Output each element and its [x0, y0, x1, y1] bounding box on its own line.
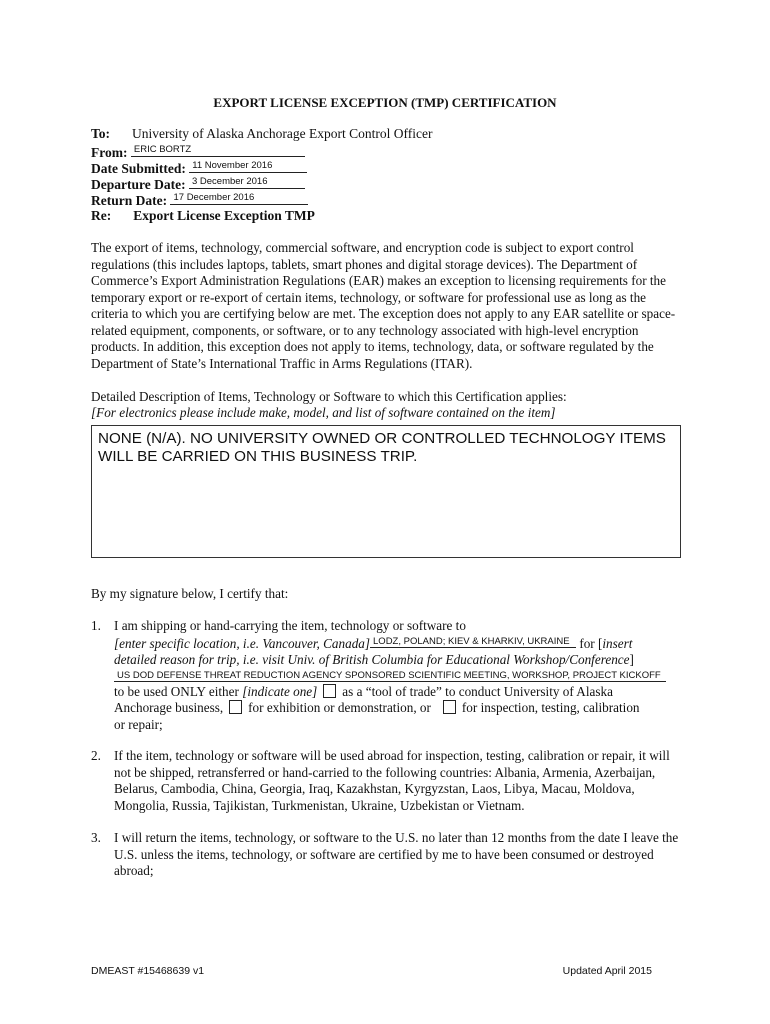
return-date-label: Return Date:	[91, 193, 168, 208]
footer-updated: Updated April 2015	[562, 965, 652, 977]
location-value: LODZ, POLAND; KIEV & KHARKIV, UKRAINE	[373, 635, 570, 647]
footer-doc-id: DMEAST #15468639 v1	[91, 965, 205, 977]
to-label: To:	[91, 126, 111, 141]
description-value: NONE (N/A). NO UNIVERSITY OWNED OR CONTROLLED TECHNOLOGY ITEMS WILL BE CARRIED ON THIS BUSINESS TRIP.	[98, 430, 666, 465]
document-title: EXPORT LICENSE EXCEPTION (TMP) CERTIFICATION	[213, 95, 557, 110]
return-date-value: 17 December 2016	[173, 192, 255, 203]
reason-value: US DOD DEFENSE THREAT REDUCTION AGENCY SPONSORED SCIENTIFIC MEETING, WORKSHOP, PROJECT KICKOFF	[117, 669, 661, 681]
return-date-row	[91, 191, 308, 209]
tool-of-trade-text: as a “tool of trade” to conduct University of Alaska	[342, 683, 613, 699]
reason-close: ]	[629, 652, 634, 667]
from-label: From:	[91, 145, 128, 160]
tool-of-trade-checkbox[interactable]	[323, 684, 336, 698]
indicate-one-text: [indicate one]	[242, 683, 318, 699]
item-number: 2.	[91, 748, 101, 763]
exhibition-text: for exhibition or demonstration, or	[248, 700, 431, 715]
item-2-text: If the item, technology or software will be used abroad for inspection, testing, calibration or repair, it will not be shipped, retransferred or hand-carried to the following countries: Albania, Armenia, Azerbaijan, Belarus, Cambodia, China, Georgia, Iraq, Kazakhstan, Kyrgyzstan, Laos, Libya, Macau, Moldova, Mongolia, Russia, Tajikistan, Turkmenistan, Ukraine, Uzbekistan or Vietnam.	[114, 748, 670, 813]
certification-item-1	[91, 618, 686, 738]
intro-paragraph: The export of items, technology, commercial software, and encryption code is subject to export control regulations (this includes laptops, tablets, smart phones and digital storage devices). The Department of Commerce’s Export Administration Regulations (EAR) makes an exception to licensing requirements for the temporary export or re-export of certain items, technology, or software for professional use as long as the criteria to which you are certifying below are met. The exception does not apply to any EAR satellite or space-related equipment, components, or software, or to any technology associated with high-level encryption products. In addition, this exception does not apply to items, technology, data, or software regulated by the Department of State’s International Traffic in Arms Regulations (ITAR).	[91, 240, 676, 371]
from-field[interactable]	[131, 143, 305, 157]
location-prompt: [enter specific location, i.e. Vancouver, Canada]	[114, 635, 371, 651]
date-submitted-label: Date Submitted:	[91, 161, 186, 176]
date-submitted-value: 11 November 2016	[192, 160, 273, 171]
item-1-line1: I am shipping or hand-carrying the item, technology or software to	[114, 618, 466, 633]
description-heading: Detailed Description of Items, Technology or Software to which this Certification applies:	[91, 389, 567, 404]
location-field[interactable]	[370, 635, 576, 648]
for-text: for [	[576, 635, 603, 651]
to-value: University of Alaska Anchorage Export Control Officer	[132, 126, 433, 141]
exhibition-checkbox[interactable]	[229, 700, 242, 714]
repair-text: or repair;	[114, 716, 163, 732]
reason-field[interactable]	[114, 669, 666, 682]
to-row	[91, 126, 432, 142]
departure-date-label: Departure Date:	[91, 177, 186, 192]
departure-date-field[interactable]	[189, 175, 305, 189]
inspection-checkbox[interactable]	[443, 700, 456, 714]
re-value: Export License Exception TMP	[133, 208, 315, 223]
certification-item-3	[91, 830, 686, 882]
inspection-text: for inspection, testing, calibration	[461, 700, 640, 715]
return-date-field[interactable]	[170, 191, 308, 205]
item-number: 3.	[91, 830, 101, 845]
re-label: Re:	[91, 208, 112, 223]
insert-text: insert	[602, 635, 633, 651]
business-text: Anchorage business,	[114, 700, 224, 715]
description-box[interactable]	[91, 425, 681, 558]
from-value: ERIC BORTZ	[133, 144, 192, 155]
used-only-text: to be used ONLY either	[114, 683, 243, 699]
item-3-text: I will return the items, technology, or software to the U.S. no later than 12 months from the date I leave the U.S. unless the items, technology, or software are certified by me to have been consumed or destroyed abroad;	[114, 830, 679, 878]
certification-item-2	[91, 748, 686, 816]
re-row	[91, 208, 315, 224]
item-number: 1.	[91, 618, 101, 633]
description-instruction: [For electronics please include make, model, and list of software contained on the item]	[91, 405, 556, 420]
departure-date-value: 3 December 2016	[191, 176, 268, 187]
reason-prompt: detailed reason for trip, i.e. visit Univ. of British Columbia for Educational Workshop/Conference	[114, 652, 630, 667]
certify-intro: By my signature below, I certify that:	[91, 586, 289, 601]
date-submitted-field[interactable]	[189, 159, 307, 173]
